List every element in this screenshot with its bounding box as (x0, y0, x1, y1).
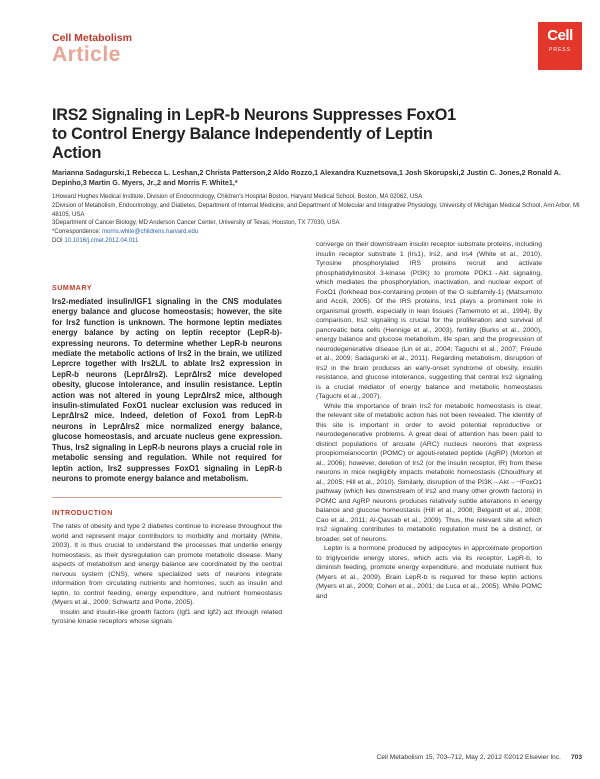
left-column (52, 285, 282, 627)
intro-paragraph-1: The rates of obesity and type 2 diabetes continue to increase throughout the world and represent major contributors to morbidity and mortality (White, 2003). It is thus crucial to understand the processes that underlie energy homeostasis, as their dysregulation can promote metabolic disease. Many aspects of metabolism and energy balance are coordinated by the central nervous system (CNS), where specialized sets of neurons integrate information from circulating nutrients and hormones, such as insulin and leptin, to control feeding, energy expenditure, and nutrient homeostasis (Myers et al., 2009; Schwartz and Porte, 2005). (52, 523, 282, 607)
intro-paragraph-2: Insulin and insulin-like growth factors (Igf1 and Igf2) act through related tyrosine kinase receptors whose signals (52, 608, 282, 626)
logo-sub: PRESS (549, 47, 571, 53)
right-paragraph-3: Leptin is a hormone produced by adipocytes in approximate proportion to triglyceride energy stores, which acts via its receptor, LepR-b, to diminish feeding, promote energy expenditure, and modulate nutrient flux (Myers et al., 2009). Brain LepR-b is required for these leptin actions (Myers et al., 2009; Cohen et al., 2001; de Luca et al., 2005). While POMC and (316, 545, 542, 600)
right-paragraph-1: converge on their downstream insulin receptor substrate proteins, including insulin receptor substrate 1 (Irs1), Irs2, and Irs4 (White et al., 2010). Tyrosine phosphorylated IRS proteins recruit and activate phosphatidylinositol 3-kinase (PI3K) to promote PDK1→Akt signaling, which mediates the phosphorylation, inactivation, and nuclear export of FoxO1 (forkhead box-containing protein of the O subfamily-1) (Matsumoto and Accili, 2005). Of the IRS proteins, Irs1 plays a prominent role in organismal growth, especially in lean tissues (Tamemoto et al., 1994). By comparison, Irs2 signaling is crucial for the proliferation and survival of pancreatic beta cells (Hennige et al., 2003), fertility (Burks et al., 2000), energy balance and glucose metabolism, life span, and the progression of neurodegenerative disease (Lin et al., 2004; Taguchi et al., 2007; Freude et al., 2009; Sadagurski et al., 2011). Regarding metabolism, disruption of Irs2 in the brain produces an early-onset syndrome of obesity, insulin resistance, and glucose intolerance, suggesting that central Irs2 signaling is a crucial mediator of energy balance and metabolic homeostasis (Taguchi et al., 2007). (316, 241, 542, 400)
affiliations (52, 193, 582, 246)
page-footer (300, 754, 582, 761)
journal-name: Cell Metabolism (52, 32, 132, 44)
correspondence (52, 228, 582, 237)
affiliation-2: 2Division of Metabolism, Endocrinology, and Diabetes, Department of Internal Medicine, and Department of Molecular and Integrative Physiology, University of Michigan Medical School, Ann Arbor, MI 48105, USA (52, 202, 580, 218)
correspondence-email-link[interactable]: morris.white@childrens.harvard.edu (102, 229, 199, 236)
logo-word: Cell (547, 27, 573, 44)
affiliation-1: 1Howard Hughes Medical Institute, Division of Endocrinology, Children's Hospital Boston, Harvard Medical School, Boston, MA 02062, USA (52, 194, 423, 200)
article-title: IRS2 Signaling in LepR-b Neurons Suppresses FoxO1 to Control Energy Balance Independently of Leptin Action (52, 106, 456, 162)
affiliation-3: 3Department of Cancer Biology, MD Anderson Cancer Center, University of Texas, Houston, TX 77030, USA (52, 220, 340, 227)
page-number: 703 (570, 754, 582, 761)
section-divider (52, 497, 282, 498)
summary-text: Irs2-mediated insulin/IGF1 signaling in the CNS modulates energy balance and glucose homeostasis; however, the site for Irs2 function is unknown. The hormone leptin mediates energy balance by acting on leptin receptor (LepR-b)-expressing neurons. To determine whether LepR-b neurons mediate the metabolic actions of Irs2 in the brain, we utilized Leprcre together with Irs2L/L to ablate Irs2 expression in LepR-b neurons (LeprΔIrs2). LeprΔIrs2 mice developed obesity, glucose intolerance, and insulin resistance. Leptin action was not altered in young LeprΔIrs2 mice, although insulin-stimulated FoxO1 nuclear exclusion was reduced in LeprΔIrs2 mice. Indeed, deletion of Foxo1 from LepR-b neurons in LeprΔIrs2 mice normalized energy balance, glucose homeostasis, and arcuate nucleus gene expression. Thus, Irs2 signaling in LepR-b neurons plays a crucial role in metabolic sensing and regulation. While not required for leptin action, Irs2 suppresses FoxO1 signaling in LepR-b neurons to promote energy balance and metabolism. (52, 297, 282, 483)
footer-citation: Cell Metabolism 15, 703–712, May 2, 2012 ©2012 Elsevier Inc. (376, 754, 561, 761)
article-type: Article (52, 43, 121, 66)
doi-label: DOI (52, 237, 65, 244)
introduction-body (52, 522, 282, 627)
doi-link[interactable]: 10.1016/j.cmet.2012.04.011 (64, 237, 139, 244)
summary-heading: SUMMARY (52, 285, 93, 292)
right-column (316, 240, 542, 601)
author-list: Marianna Sadagurski,1 Rebecca L. Leshan,2 Christa Patterson,2 Aldo Rozzo,1 Alexandra Kuznetsova,1 Josh Skorupski,2 Justin C. Jones,2 Ronald A. Depinho,3 Martin G. Myers, Jr.,2 and Morris F. White1,* (52, 168, 561, 187)
correspondence-label: *Correspondence: (52, 229, 103, 236)
cell-press-logo (538, 22, 582, 70)
introduction-heading: INTRODUCTION (52, 510, 113, 518)
right-paragraph-2: While the importance of brain Irs2 for metabolic homeostasis is clear, the relevant site of metabolic action has not been revealed. The identity of this site is important in order to avoid potential reproductive or neurodegenerative problems. A great deal of attention has been paid to distinct populations of arcuate (ARC) nucleus neurons that express proopiomelanocortin (POMC) or agouti-related peptide (AgRP) (Morton et al., 2006); however, deletion of Irs2 (or the insulin receptor, IR) from these neurons in mice negligibly impacts metabolic homeostasis (Choudhury et al., 2005; Hill et al., 2010). Similarly, disruption of the PI3K→Akt→⊣FoxO1 pathway (which lies downstream of Irs2 and many other growth factors) in POMC and AgRP neurons produces relatively subtle alterations in energy balance and glucose homeostasis (Hill et al., 2008; Belgardt et al., 2008; Cao et al., 2011; Al-Qassab et al., 2009). Thus, the relevant site at which Irs2 signaling contributes to metabolic regulation must be a distinct, or broader, set of neurons. (316, 402, 542, 543)
